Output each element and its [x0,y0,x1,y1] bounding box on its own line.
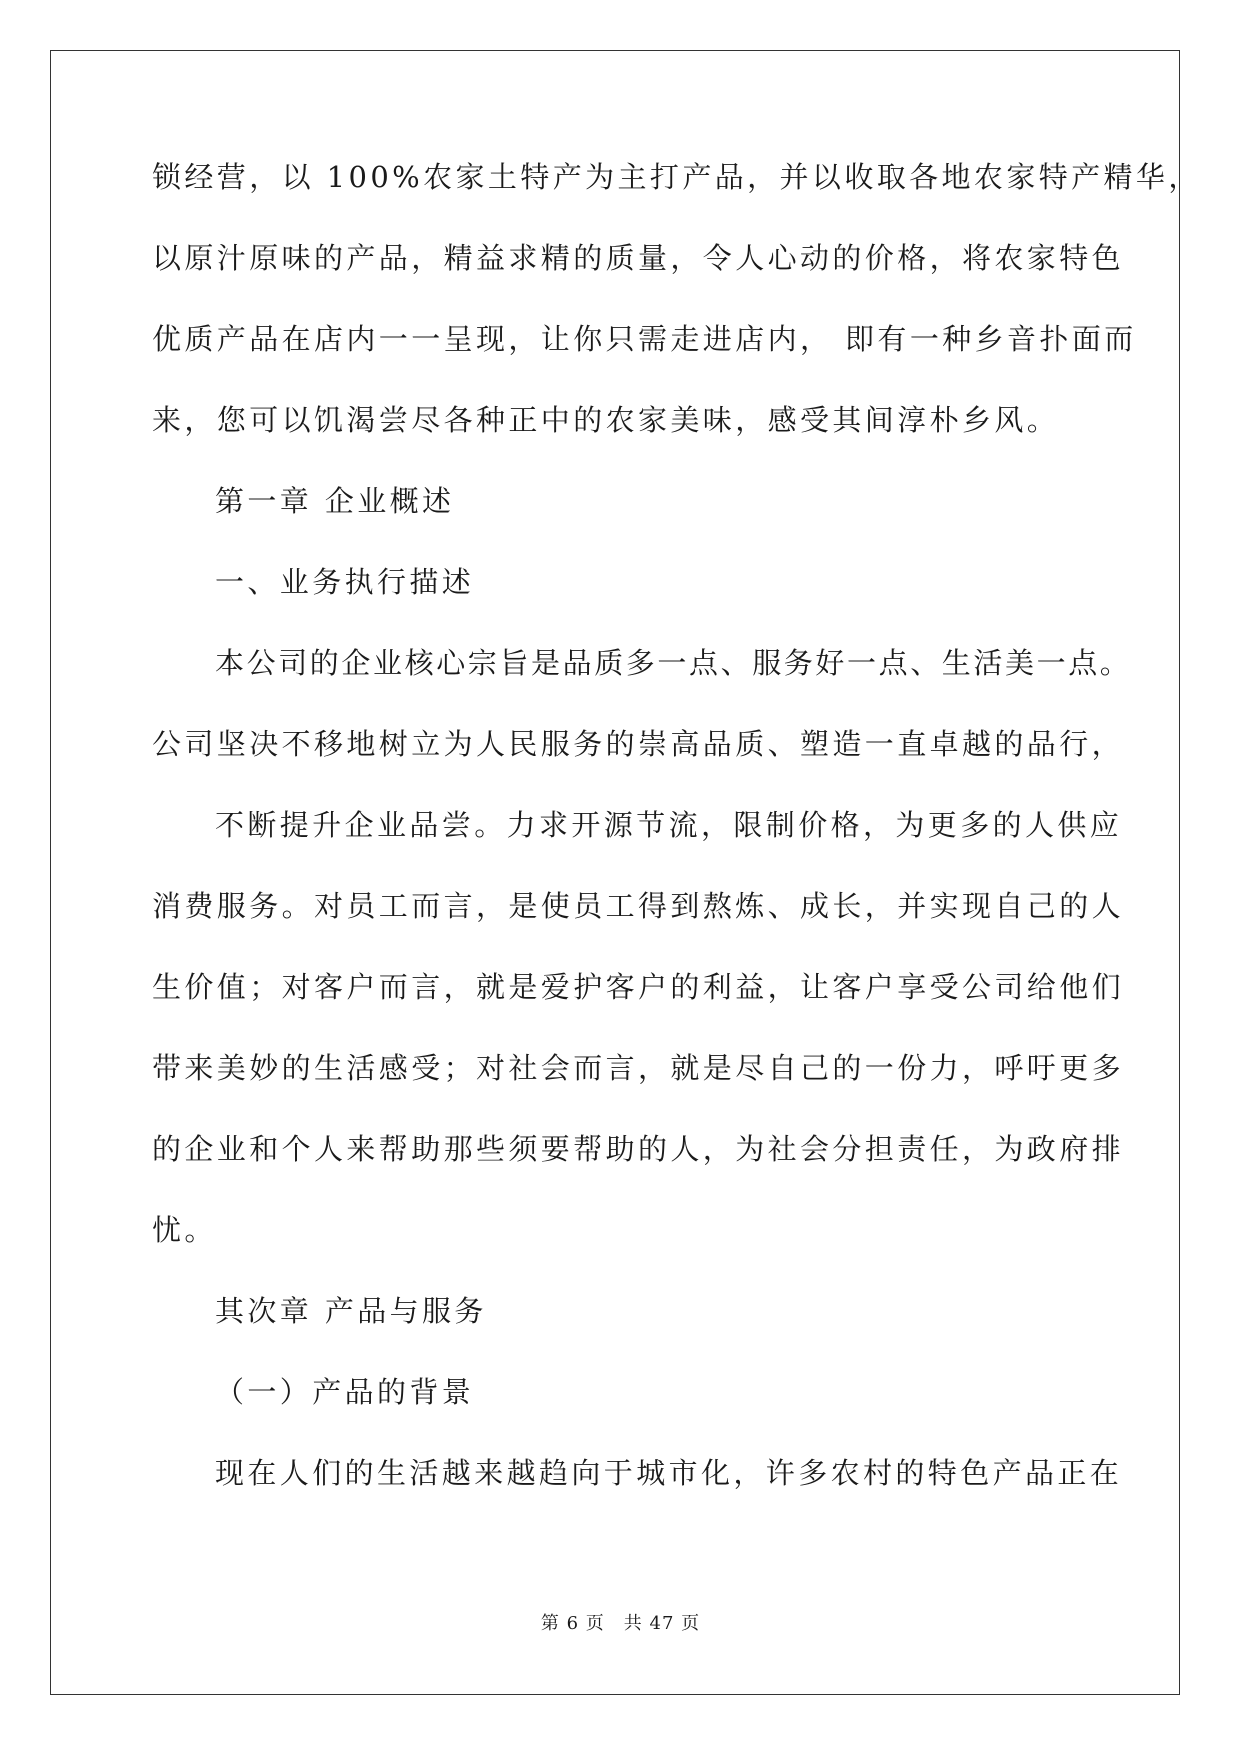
text-line: 来，您可以饥渴尝尽各种正中的农家美味，感受其间淳朴乡风。 [152,403,1060,437]
document-body [152,160,1201,1540]
text-line: 公司坚决不移地树立为人民服务的崇高品质、塑造一直卓越的品行， [152,727,1125,761]
section-heading: 一、业务执行描述 [215,565,475,599]
text-line: 带来美妙的生活感受；对社会而言，就是尽自己的一份力，呼吁更多 [152,1051,1125,1085]
text-line: 本公司的企业核心宗旨是品质多一点、服务好一点、生活美一点。 [215,646,1132,680]
text-line: 生价值；对客户而言，就是爱护客户的利益，让客户享受公司给他们 [152,970,1125,1004]
text-line: 以原汁原味的产品，精益求精的质量，令人心动的价格，将农家特色 [152,241,1125,275]
text-line: 的企业和个人来帮助那些须要帮助的人，为社会分担责任，为政府排 [152,1132,1125,1166]
chapter-heading: 第一章 企业概述 [215,484,455,518]
text-line: 忧。 [152,1213,217,1247]
page-number: 第 6 页 共 47 页 [540,1613,701,1634]
text-line: 现在人们的生活越来越趋向于城市化，许多农村的特色产品正在 [215,1456,1123,1490]
text-line: 消费服务。对员工而言，是使员工得到熬炼、成长，并实现自己的人 [152,889,1125,923]
chapter-heading: 其次章 产品与服务 [215,1294,487,1328]
text-line: 锁经营，以 100%农家土特产为主打产品，并以收取各地农家特产精华， [152,160,1201,194]
text-line: 不断提升企业品尝。力求开源节流，限制价格，为更多的人供应 [215,808,1123,842]
subsection-heading: （一）产品的背景 [215,1375,475,1409]
text-line: 优质产品在店内一一呈现，让你只需走进店内， 即有一种乡音扑面而 [152,322,1137,356]
